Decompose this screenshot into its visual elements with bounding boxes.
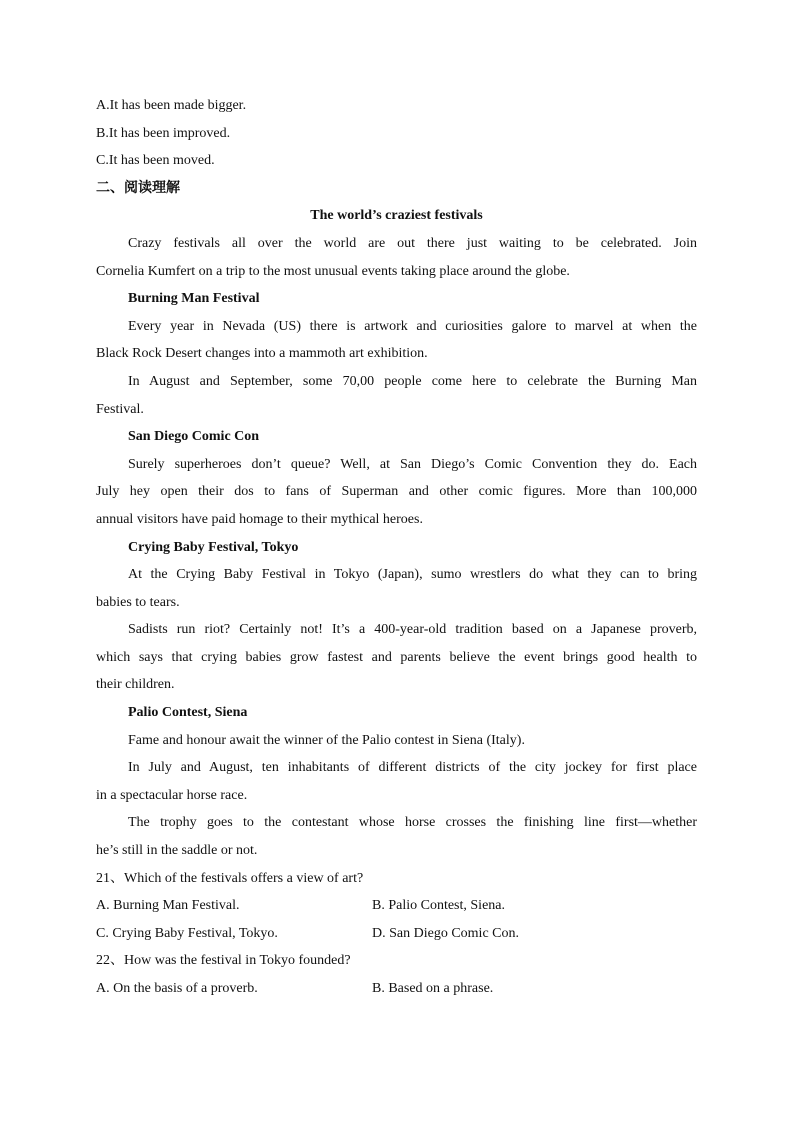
prev-option-b: B.It has been improved. — [96, 125, 231, 141]
palio-p2-line-1: In July and August, ten inhabitants of different districts of the city jockey for first place — [128, 760, 697, 776]
question-21-option-a: A. Burning Man Festival. — [96, 898, 240, 914]
question-22-option-b: B. Based on a phrase. — [372, 981, 494, 996]
palio-heading: Palio Contest, Siena — [128, 705, 248, 721]
prev-option-c: C.It has been moved. — [96, 153, 215, 169]
article-title: The world’s craziest festivals — [310, 208, 483, 224]
question-21-options-row-2 — [96, 920, 697, 948]
comic-con-p1-line-1: Surely superheroes don’t queue? Well, at San Diego’s Comic Convention they do. Each — [128, 456, 697, 472]
question-21-option-c: C. Crying Baby Festival, Tokyo. — [96, 925, 278, 941]
burning-man-p1-line-2: Black Rock Desert changes into a mammoth art exhibition. — [96, 346, 428, 362]
question-21-options-row-1 — [96, 892, 697, 920]
burning-man-p2-line-1: In August and September, some 70,00 people come here to celebrate the Burning Man — [128, 373, 697, 389]
question-21-option-d: D. San Diego Comic Con. — [372, 925, 519, 941]
page-content — [96, 92, 697, 1003]
comic-con-heading: San Diego Comic Con — [128, 429, 260, 445]
question-22-stem: 22、How was the festival in Tokyo founded? — [96, 953, 351, 969]
burning-man-p1-line-1: Every year in Nevada (US) there is artwork and curiosities galore to marvel at when the — [128, 318, 697, 334]
palio-p3-line-1: The trophy goes to the contestant whose horse crosses the finishing line first—whether — [128, 815, 697, 831]
question-21-stem: 21、Which of the festivals offers a view of art? — [96, 870, 364, 886]
question-22-options-row-1 — [96, 975, 697, 1003]
crying-baby-p2-line-2: which says that crying babies grow fastest and parents believe the event brings good health to — [96, 649, 697, 665]
crying-baby-p1-line-1: At the Crying Baby Festival in Tokyo (Japan), sumo wrestlers do what they can to bring — [128, 567, 697, 583]
crying-baby-p1-line-2: babies to tears. — [96, 594, 180, 610]
section-heading: 二、阅读理解 — [96, 179, 180, 196]
intro-line-2: Cornelia Kumfert on a trip to the most unusual events taking place around the globe. — [96, 263, 570, 279]
crying-baby-heading: Crying Baby Festival, Tokyo — [128, 539, 299, 555]
palio-p2-line-2: in a spectacular horse race. — [96, 787, 248, 803]
question-21-option-b: B. Palio Contest, Siena. — [372, 898, 505, 914]
crying-baby-p2-line-3: their children. — [96, 677, 175, 693]
burning-man-heading: Burning Man Festival — [128, 291, 260, 307]
palio-p3-line-2: he’s still in the saddle or not. — [96, 843, 258, 859]
comic-con-p1-line-2: July hey open their dos to fans of Superman and other comic figures. More than 100,000 — [96, 484, 697, 500]
intro-line-1: Crazy festivals all over the world are out there just waiting to be celebrated. Join — [128, 235, 697, 251]
prev-option-a: A.It has been made bigger. — [96, 98, 247, 113]
burning-man-p2-line-2: Festival. — [96, 401, 144, 417]
comic-con-p1-line-3: annual visitors have paid homage to their mythical heroes. — [96, 511, 423, 527]
question-22-option-a: A. On the basis of a proverb. — [96, 981, 258, 996]
palio-p1-line-1: Fame and honour await the winner of the Palio contest in Siena (Italy). — [128, 732, 525, 748]
crying-baby-p2-line-1: Sadists run riot? Certainly not! It’s a 400-year-old tradition based on a Japanese proverb, — [128, 622, 697, 638]
